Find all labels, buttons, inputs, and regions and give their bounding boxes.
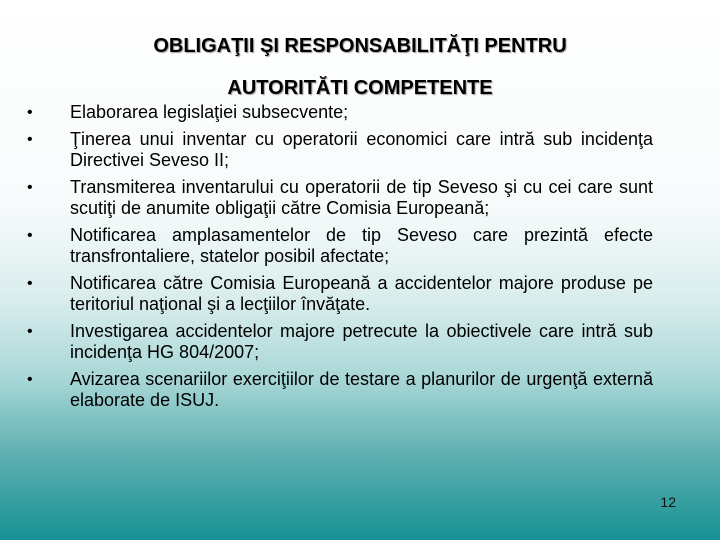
bullet-item-scenario-approval	[27, 369, 653, 411]
bullet-item-inventory	[27, 129, 653, 171]
bullet-list	[27, 102, 653, 417]
title-line-1: OBLIGAŢII ŞI RESPONSABILITĂŢI PENTRU	[153, 35, 567, 57]
bullet-text: Transmiterea inventarului cu operatorii de tip Seveso şi cu cei care sunt scutiţi de anumite obligaţii către Comisia Europeană;	[70, 177, 653, 218]
bullet-icon: •	[27, 227, 33, 244]
bullet-item-cross-border	[27, 225, 653, 267]
bullet-item-investigation	[27, 321, 653, 363]
bullet-icon: •	[27, 275, 33, 292]
bullet-icon: •	[27, 131, 33, 148]
page-number: 12	[660, 494, 676, 510]
bullet-text: Investigarea accidentelor majore petrecute la obiectivele care intră sub incidenţa HG 804/2007;	[70, 321, 653, 362]
bullet-item-transmission	[27, 177, 653, 219]
bullet-item-legislation	[27, 102, 653, 123]
bullet-text: Elaborarea legislaţiei subsecvente;	[70, 102, 349, 122]
bullet-text: Avizarea scenariilor exerciţiilor de testare a planurilor de urgenţă externă elaborate de ISUJ.	[70, 369, 653, 410]
bullet-icon: •	[27, 104, 33, 121]
bullet-icon: •	[27, 179, 33, 196]
bullet-text: Notificarea amplasamentelor de tip Seveso care prezintă efecte transfrontaliere, statelor posibil afectate;	[70, 225, 653, 266]
title-line-2: AUTORITĂTI COMPETENTE	[227, 77, 493, 99]
bullet-text: Notificarea către Comisia Europeană a accidentelor majore produse pe teritoriul naţional şi a lecţiilor învăţate.	[70, 273, 653, 314]
bullet-icon: •	[27, 371, 33, 388]
bullet-text: Ţinerea unui inventar cu operatorii economici care intră sub incidenţa Directivei Seveso II;	[70, 129, 653, 170]
bullet-item-accident-notification	[27, 273, 653, 315]
bullet-icon: •	[27, 323, 33, 340]
slide-title	[0, 28, 720, 106]
